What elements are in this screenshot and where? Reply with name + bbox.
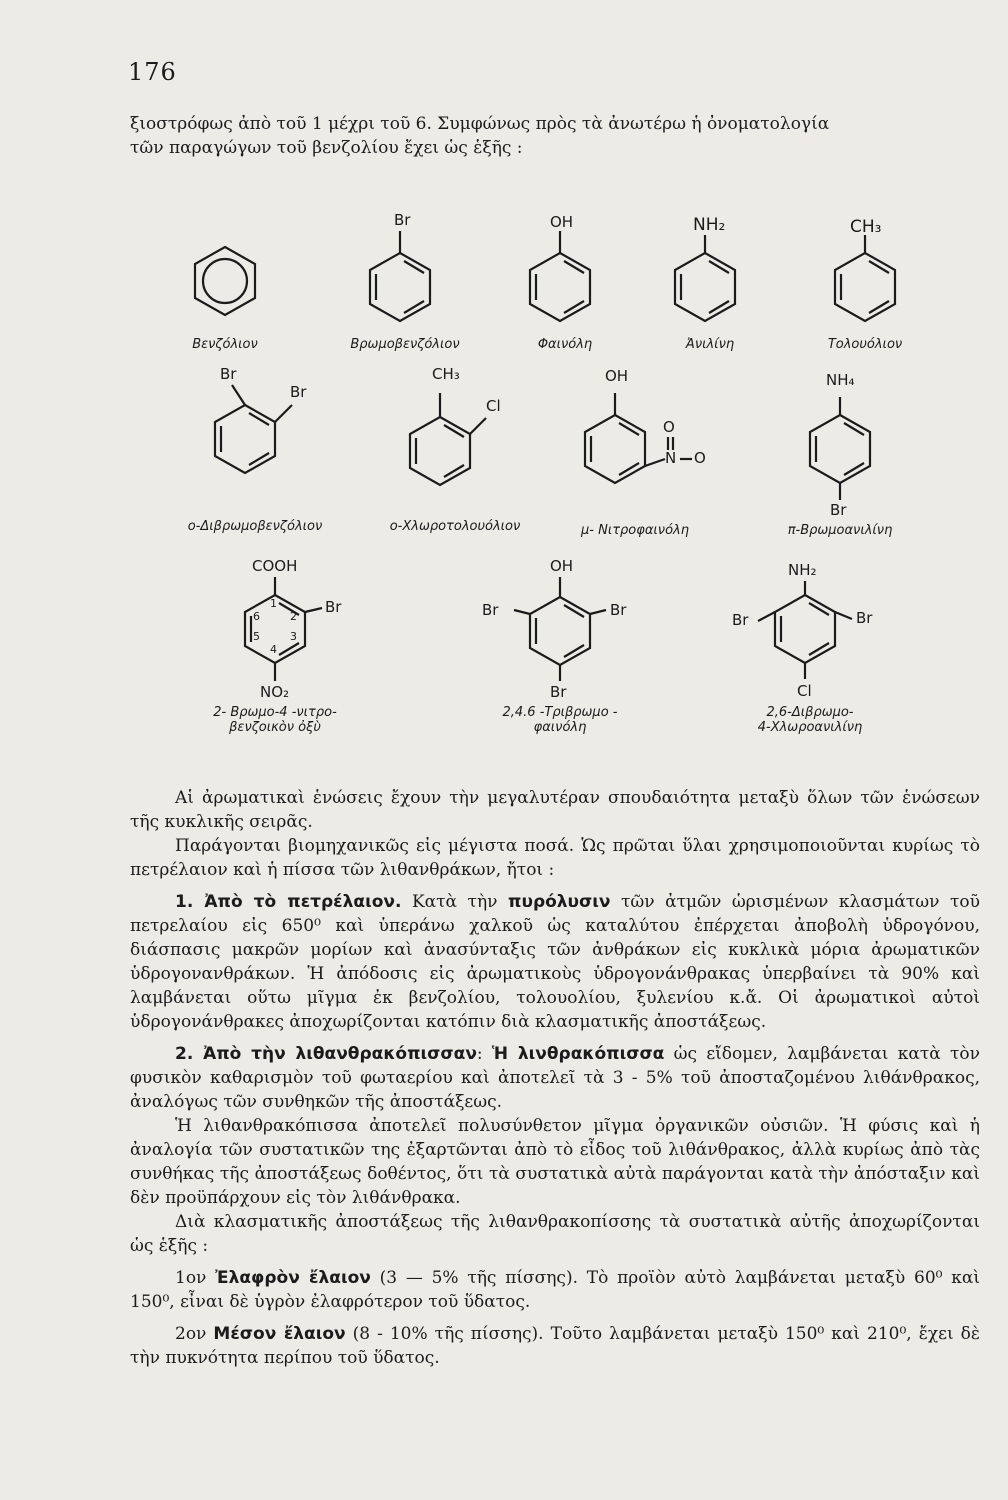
sub-oh-2: OH (605, 367, 629, 385)
sub-ch3-1: CH₃ (850, 217, 882, 237)
sub-br-3a: Br (325, 598, 342, 616)
sub-br-2c: Br (830, 501, 847, 519)
paragraph-3-b: τῶν ἀτμῶν ὡρισμένων κλασμάτων τοῦ πετρελαίου εἰς 650⁰ καὶ ὑπεράνω χαλκοῦ ὡς καταλύτου ἐπέρχεται ἀποβολὴ ὑδρογόνου, διάσπασις μακρῶν μορίων καὶ ἀνασύνταξις τῶν ἀνθράκων εἰς κυκλικὰ μόρια ἀρωματικῶν ὑδρογονανθράκων. Ἡ ἀπόδοσις εἰς ἀρωματικοὺς ὑδρογονάνθρακας ὑπερβαίνει τὰ 90% καὶ λαμβάνεται οὕτω μῖγμα ἐκ βενζολίου, τολουολίου, ξυλενίου κ.ἄ. Οἱ ἀρωματικοὶ αὐτοὶ ὑδρογονάνθρακες ἀποχωρίζονται κατόπιν διὰ κλασματικῆς ἀποστάξεως. (130, 892, 980, 1032)
paragraph-7-bold: Ἐλαφρὸν ἔλαιον (215, 1268, 371, 1288)
name-nitrophenol: μ- Νιτροφαινόλη (581, 523, 689, 538)
paragraph-5: Ἡ λιθανθρακόπισσα ἀποτελεῖ πολυσύνθετον μῖγμα ὀργανικῶν οὐσιῶν. Ἡ φύσις καὶ ἡ ἀναλογία τῶν συστατικῶν της ἐξαρτῶνται ἀπὸ τὸ εἶδος τοῦ λιθάνθρακος, ἀλλὰ κυρίως ἀπὸ τὰς συνθήκας τῆς ἀποστάξεως δοθέντος, ὅτι τὰ συστατικὰ αὐτὰ παράγονται κατὰ τὴν ἀπόσταξιν καὶ δὲν προϋπάρχουν εἰς τὸν λιθάνθρακα. (130, 1116, 980, 1208)
name-tribromophenol-line2: φαινόλη (533, 720, 587, 735)
paragraph-4-bold: Ἡ λινθρακόπισσα (491, 1044, 665, 1064)
intro-text (130, 112, 980, 160)
name-phenol: Φαινόλη (537, 337, 593, 352)
name-tribromophenol (480, 705, 640, 735)
sub-br-3c: Br (610, 601, 627, 619)
chlorotoluene-structure (410, 393, 486, 485)
paragraph-3 (130, 890, 980, 1034)
sub-br-3d: Br (550, 683, 567, 701)
ring-num-5: 5 (253, 630, 260, 643)
ring-num-2: 2 (290, 610, 297, 623)
name-dibromochloroaniline (730, 705, 890, 735)
paragraph-8-bold: Μέσον ἔλαιον (213, 1324, 346, 1344)
ring-num-3: 3 (290, 630, 297, 643)
sub-br-1: Br (394, 211, 411, 229)
paragraph-6: Διὰ κλασματικῆς ἀποστάξεως τῆς λιθανθρακοπίσσης τὰ συστατικὰ αὐτῆς ἀποχωρίζονται ὡς ἑξῆς : (130, 1212, 980, 1256)
sub-br-3b: Br (482, 601, 499, 619)
paragraph-7-rest: (3 — 5% τῆς πίσσης). Τὸ προϊὸν αὐτὸ λαμβάνεται μεταξὺ 60⁰ καὶ 150⁰, εἶναι δὲ ὑγρὸν ἐλαφρότερον τοῦ ὕδατος. (130, 1268, 980, 1312)
sub-cl-2: Cl (486, 397, 501, 415)
paragraph-7-label: 1ον (175, 1268, 216, 1288)
name-dibromobenzene: ο-Διβρωμοβενζόλιον (187, 519, 323, 534)
ring-num-6: 6 (253, 610, 260, 623)
nitrophenol-structure (585, 393, 692, 483)
paragraph-1: Αἱ ἀρωματικαὶ ἑνώσεις ἔχουν τὴν μεγαλυτέραν σπουδαιότητα μεταξὺ ὅλων τῶν ἑνώσεων τῆς κυκλικῆς σειρᾶς. (130, 788, 980, 832)
sub-cl-3: Cl (797, 682, 812, 700)
ring-num-1: 1 (270, 597, 277, 610)
ring-num-4: 4 (270, 643, 277, 656)
paragraph-7 (130, 1266, 980, 1314)
sub-nh2-1: NH₂ (693, 215, 726, 235)
sub-br-3e: Br (732, 611, 749, 629)
dibromochloroaniline-structure (758, 581, 852, 679)
name-bromonitrobenzoic (200, 705, 350, 735)
sub-cooh-3: COOH (252, 557, 298, 575)
paragraph-3-label: 1. Ἀπὸ τὸ πετρέλαιον. (175, 892, 402, 912)
name-dibromochloroaniline-line2: 4-Χλωροανιλίνη (757, 720, 863, 735)
paragraph-8 (130, 1322, 980, 1370)
paragraph-4-a: : (476, 1044, 492, 1064)
name-bromoaniline: π-Βρωμοανιλίνη (787, 523, 893, 538)
paragraph-8-rest: (8 - 10% τῆς πίσσης). Τοῦτο λαμβάνεται μεταξὺ 150⁰ καὶ 210⁰, ἔχει δὲ τὴν πυκνότητα περίπου τοῦ ὕδατος. (130, 1324, 980, 1368)
name-bromonitrobenzoic-line1: 2- Βρωμο-4 -νιτρο- (213, 705, 337, 720)
name-aniline: Ἀνιλίνη (685, 337, 735, 352)
sub-nh4-2: NH₄ (826, 371, 855, 389)
dibromobenzene-structure (215, 385, 292, 473)
sub-br-2b: Br (290, 383, 307, 401)
name-tribromophenol-line1: 2,4.6 -Τριβρωμο - (502, 705, 618, 720)
toluene-structure (835, 235, 895, 321)
sub-br-2a: Br (220, 365, 237, 383)
sub-ch3-2: CH₃ (432, 365, 460, 383)
bromobenzene-structure (370, 231, 430, 321)
aniline-structure (675, 235, 735, 321)
sub-o-2b: O (694, 449, 706, 467)
sub-br-3f: Br (856, 609, 873, 627)
paragraph-3-bold: πυρόλυσιν (508, 892, 611, 912)
name-bromonitrobenzoic-line2: βενζοικὸν ὀξὺ (229, 720, 321, 735)
body-text (130, 786, 980, 1370)
intro-line-2: τῶν παραγώγων τοῦ βενζολίου ἔχει ὡς ἑξῆς : (130, 138, 523, 158)
paragraph-4-label: 2. Ἀπὸ τὴν λιθανθρακόπισσαν (175, 1044, 477, 1064)
bromonitrobenzoic-structure (245, 577, 322, 681)
structures-figure (160, 205, 920, 770)
phenol-structure (530, 231, 590, 321)
sub-n-2: N (665, 449, 677, 467)
page-number: 176 (128, 58, 177, 86)
name-dibromochloroaniline-line1: 2,6-Διβρωμο- (766, 705, 854, 720)
tribromophenol-structure (514, 577, 606, 681)
sub-o-2a: O (663, 418, 675, 436)
intro-line-1: ξιοστρόφως ἀπὸ τοῦ 1 μέχρι τοῦ 6. Συμφώνως πρὸς τὰ ἀνωτέρω ἡ ὀνοματολογία (130, 114, 830, 134)
name-benzene: Βενζόλιον (192, 337, 258, 352)
paragraph-8-label: 2ον (175, 1324, 214, 1344)
paragraph-4 (130, 1042, 980, 1114)
paragraph-4-b: ὡς εἴδομεν, λαμβάνεται κατὰ τὸν φυσικὸν καθαρισμὸν τοῦ φωταερίου καὶ ἀποτελεῖ τὰ 3 - 5% τοῦ ἀποσταζομένου λιθάνθρακος, ἀναλόγως τῶν συνθηκῶν τῆς ἀποστάξεως. (130, 1044, 980, 1112)
benzene-structure (195, 247, 255, 315)
paragraph-2: Παράγονται βιομηχανικῶς εἰς μέγιστα ποσά. Ὡς πρῶται ὕλαι χρησιμοποιοῦνται κυρίως τὸ πετρέλαιον καὶ ἡ πίσσα τῶν λιθανθράκων, ἤτοι : (130, 836, 980, 880)
paragraph-3-a: Κατὰ τὴν (401, 892, 509, 912)
name-bromobenzene: Βρωμοβενζόλιον (350, 337, 460, 352)
name-chlorotoluene: ο-Χλωροτολουόλιον (389, 519, 521, 534)
sub-no2-3: NO₂ (260, 683, 290, 701)
sub-oh-3: OH (550, 557, 574, 575)
name-toluene: Τολουόλιον (827, 337, 903, 352)
bromoaniline-structure (810, 397, 870, 500)
sub-nh2-3: NH₂ (788, 561, 817, 579)
sub-oh-1: OH (550, 213, 574, 231)
